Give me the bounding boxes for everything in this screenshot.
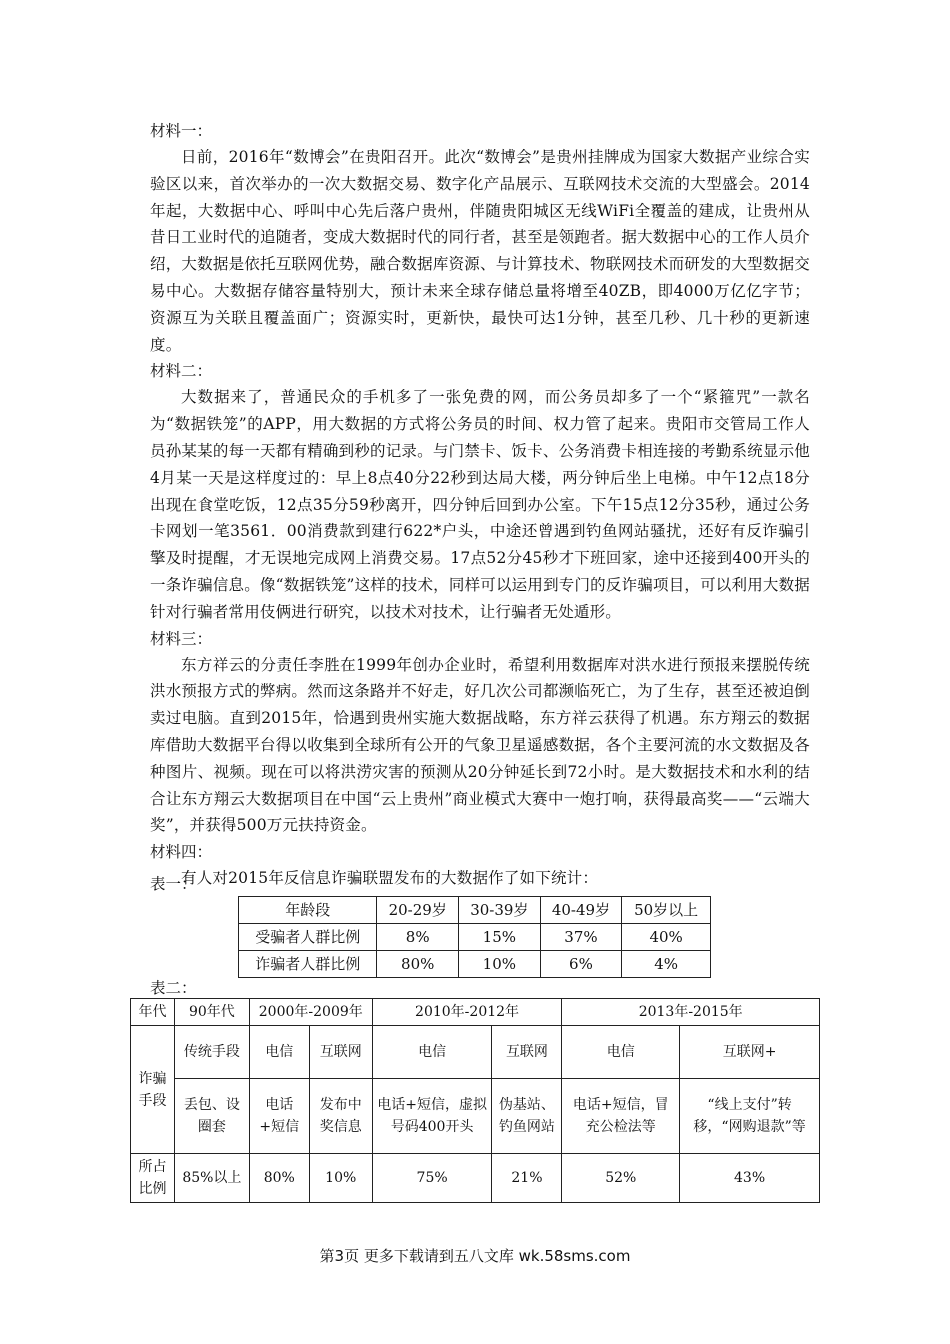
material-4-paragraph: 有人对2015年反信息诈骗联盟发布的大数据作了如下统计： [181,869,599,888]
material-2-label: 材料二： [150,362,213,381]
age-ratio-table [238,896,711,978]
table-row [239,951,711,978]
table-row [131,999,820,1026]
table-cell: 受骗者人群比例 [239,924,377,951]
table-cell: 电话+短信 [249,1079,309,1154]
table-cell: 10% [309,1154,372,1203]
table-cell: 85%以上 [174,1154,249,1203]
table2-label: 表二： [150,979,197,997]
table-cell: 90年代 [174,999,249,1026]
page-footer: 第3页 更多下载请到五八文库 wk.58sms.com [319,1247,631,1265]
table-cell: 2000年-2009年 [249,999,372,1026]
table-cell: 诈骗者人群比例 [239,951,377,978]
table-row [239,897,711,924]
table-cell: 电信 [372,1026,492,1079]
table-cell: 20-29岁 [377,897,459,924]
table-cell: 年代 [131,999,175,1026]
material-2-paragraph: 大数据来了，普通民众的手机多了一张免费的网，而公务员却多了一个“紧箍咒”一款名为“数据铁笼”的APP，用大数据的方式将公务员的时间、权力管了起来。贵阳市交管局工作人员孙某某的每一天都有精确到秒的记录。与门禁卡、饭卡、公务消费卡相连接的考勤系统显示他4月某一天是这样度过的：早上8点40分22秒到达局大楼，两分钟后坐上电梯。中午12点18分出现在食堂吃饭，12点35分59秒离开，四分钟后回到办公室。下午15点12分35秒，通过公务卡网划一笔3561．00消费款到建行622*户头，中途还曾遇到钓鱼网站骚扰，还好有反诈骗引擎及时提醒，才无误地完成网上消费交易。17点52分45秒才下班回家，途中还接到400开头的一条诈骗信息。像“数据铁笼”这样的技术，同样可以运用到专门的反诈骗项目，可以利用大数据针对行骗者常用伎俩进行研究，以技术对技术，让行骗者无处遁形。 [150,388,810,621]
table-cell: 电信 [249,1026,309,1079]
table-row [239,924,711,951]
table-cell: 75% [372,1154,492,1203]
table-cell: 发布中奖信息 [309,1079,372,1154]
table-cell: 10% [459,951,541,978]
material-3-label: 材料三： [150,629,213,648]
table-cell: 80% [249,1154,309,1203]
table-cell: 43% [680,1154,820,1203]
table-cell: “线上支付”转移，“网购退款”等 [680,1079,820,1154]
table-cell: 80% [377,951,459,978]
table-row [131,1026,820,1079]
table-cell: 互联网 [492,1026,562,1079]
table-cell: 年龄段 [239,897,377,924]
table-cell: 50岁以上 [622,897,711,924]
table-cell: 21% [492,1154,562,1203]
table-cell: 丢包、设圈套 [174,1079,249,1154]
material-3-paragraph: 东方祥云的分责任李胜在1999年创办企业时，希望利用数据库对洪水进行预报来摆脱传统洪水预报方式的弊病。然而这条路并不好走，好几次公司都濒临死亡，为了生存，甚至还被迫倒卖过电脑。直到2015年，恰遇到贵州实施大数据战略，东方祥云获得了机遇。东方翔云的数据库借助大数据平台得以收集到全球所有公开的气象卫星遥感数据，各个主要河流的水文数据及各种图片、视频。现在可以将洪涝灾害的预测从20分钟延长到72小时。是大数据技术和水利的结合让东方翔云大数据项目在中国“云上贵州”商业模式大赛中一炮打响，获得最高奖——“云端大奖”，并获得500万元扶持资金。 [150,655,810,835]
table-cell: 8% [377,924,459,951]
table-row [131,1154,820,1203]
table-cell: 互联网+ [680,1026,820,1079]
table-cell: 2010年-2012年 [372,999,562,1026]
fraud-method-table [130,998,820,1203]
table1-label: 表一： [150,875,197,893]
material-4-label: 材料四： [150,843,213,862]
table-cell: 40% [622,924,711,951]
table-row [131,1079,820,1154]
material-1-paragraph: 日前，2016年“数博会”在贵阳召开。此次“数博会”是贵州挂牌成为国家大数据产业综合实验区以来，首次举办的一次大数据交易、数字化产品展示、互联网技术交流的大型盛会。2014年起，大数据中心、呼叫中心先后落户贵州，伴随贵阳城区无线WiFi全覆盖的建成，让贵州从昔日工业时代的追随者，变成大数据时代的同行者，甚至是领跑者。据大数据中心的工作人员介绍，大数据是依托互联网优势，融合数据库资源、与计算技术、物联网技术而研发的大型数据交易中心。大数据存储容量特别大，预计未来全球存储总量将增至40ZB，即4000万亿亿字节；资源互为关联且覆盖面广；资源实时，更新快，最快可达1分钟，甚至几秒、几十秒的更新速度。 [150,148,810,354]
table-cell: 30-39岁 [459,897,541,924]
table-cell: 37% [540,924,622,951]
table-cell: 传统手段 [174,1026,249,1079]
table-cell: 电信 [562,1026,680,1079]
table-cell: 伪基站、钓鱼网站 [492,1079,562,1154]
table-cell: 电话+短信，冒充公检法等 [562,1079,680,1154]
table-cell: 4% [622,951,711,978]
table-cell: 诈骗手段 [131,1026,175,1154]
table-cell: 2013年-2015年 [562,999,820,1026]
material-1-label: 材料一： [150,122,213,140]
table-cell: 40-49岁 [540,897,622,924]
table-cell: 6% [540,951,622,978]
table-cell: 所占比例 [131,1154,175,1203]
article-body [150,118,810,892]
table-cell: 52% [562,1154,680,1203]
table-cell: 15% [459,924,541,951]
table-cell: 互联网 [309,1026,372,1079]
table-cell: 电话+短信，虚拟号码400开头 [372,1079,492,1154]
